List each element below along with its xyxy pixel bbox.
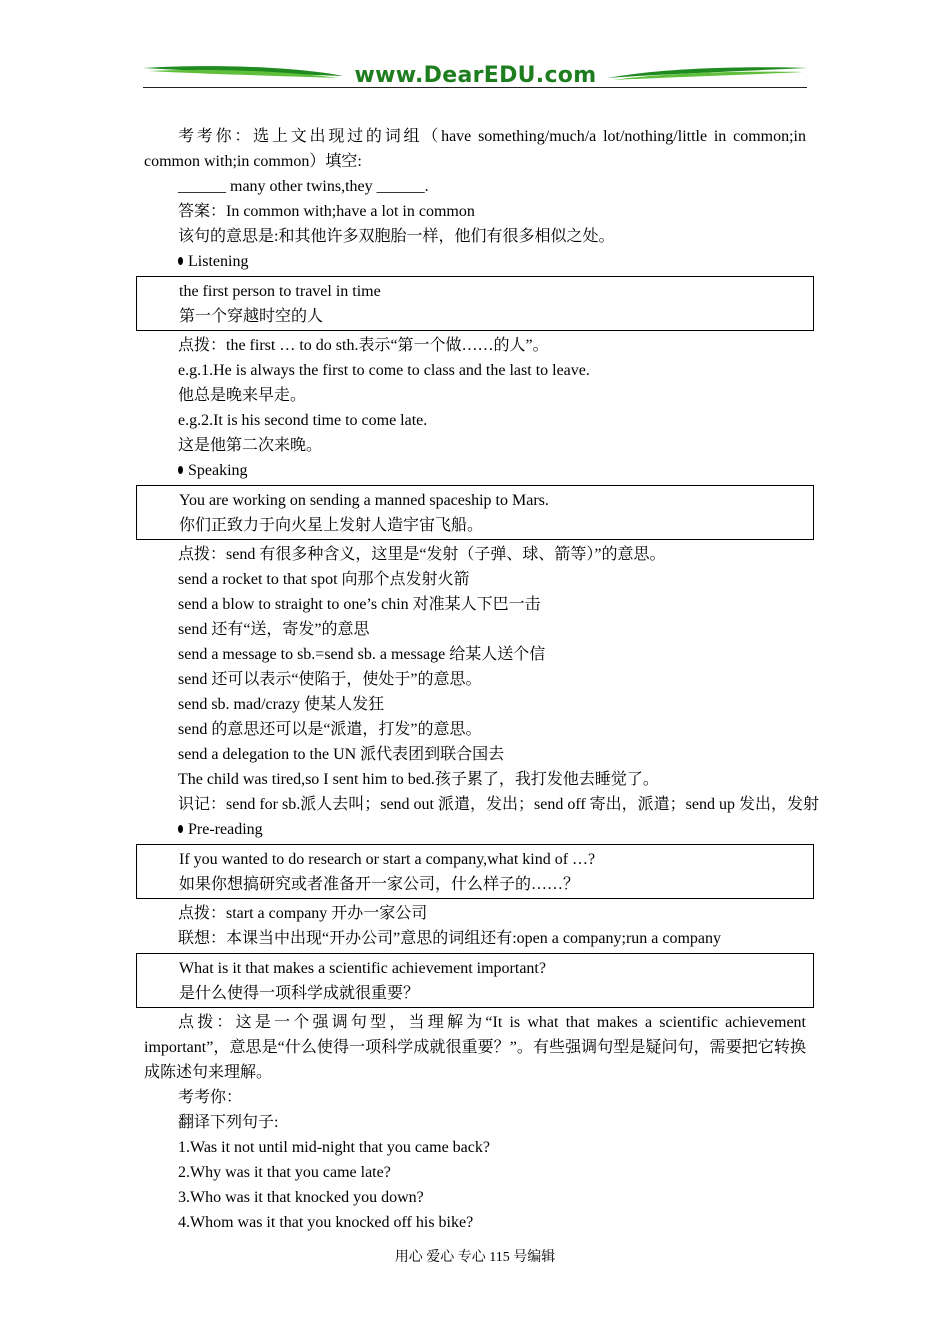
speaking-box — [136, 485, 814, 540]
box-chinese: 第一个穿越时空的人 — [179, 308, 324, 325]
exercise-item: 1.Was it not until mid-night that you came back? — [178, 1139, 490, 1156]
pre-reading-box — [136, 844, 814, 899]
section-listening: Listening — [144, 249, 806, 274]
page-header — [143, 62, 807, 92]
exercise-item: 4.Whom was it that you knocked off his bike? — [178, 1214, 474, 1231]
exercise-item: 2.Why was it that you came late? — [178, 1164, 391, 1181]
header-rule — [143, 87, 807, 88]
box-english: the first person to travel in time — [179, 283, 381, 300]
section-pre-reading: Pre-reading — [144, 817, 806, 842]
usage-line: send 还可以表示“使陷于，使处于”的意思。 — [178, 671, 482, 688]
usage-line: send a blow to straight to one’s chin 对准某人下巴一击 — [178, 596, 541, 613]
example-line: e.g.1.He is always the first to come to class and the last to leave. — [178, 362, 590, 379]
note-paragraph: 点拨：这是一个强调句型，当理解为“It is what that makes a scientific achievement important”，意思是“什么使得一项科学成就很重要？”。有些强调句型是疑问句，需要把它转换成陈述句来理解。 — [144, 1014, 806, 1081]
achievement-box — [136, 953, 814, 1008]
meaning-line: 该句的意思是:和其他许多双胞胎一样，他们有很多相似之处。 — [178, 228, 615, 245]
answer-line: 答案：In common with;have a lot in common — [178, 203, 475, 220]
box-chinese: 是什么使得一项科学成就很重要？ — [179, 985, 420, 1002]
fill-blank-sentence: ______ many other twins,they ______. — [178, 178, 429, 195]
note-line: 点拨：the first … to do sth.表示“第一个做……的人”。 — [178, 337, 549, 354]
box-english: What is it that makes a scientific achievement important? — [179, 960, 546, 977]
exercise-instruction: 翻译下列句子: — [178, 1114, 279, 1131]
note-line: 点拨：send 有很多种含义，这里是“发射（子弹、球、箭等）”的意思。 — [178, 546, 666, 563]
listening-box — [136, 276, 814, 331]
usage-line: send 还有“送，寄发”的意思 — [178, 621, 370, 638]
box-chinese: 如果你想搞研究或者准备开一家公司，什么样子的……？ — [179, 876, 580, 893]
example-line: e.g.2.It is his second time to come late. — [178, 412, 428, 429]
usage-line: send a delegation to the UN 派代表团到联合国去 — [178, 746, 505, 763]
memorize-line: 识记：send for sb.派人去叫；send out 派遣，发出；send off 寄出，派遣；send up 发出，发射 — [178, 796, 820, 813]
association-line: 联想：本课当中出现“开办公司”意思的词组还有:open a company;run a company — [178, 930, 722, 947]
exercise-item: 3.Who was it that knocked you down? — [178, 1189, 424, 1206]
example-translation: 这是他第二次来晚。 — [178, 437, 323, 454]
box-english: You are working on sending a manned spaceship to Mars. — [179, 492, 549, 509]
section-speaking: Speaking — [144, 458, 806, 483]
usage-line: send a rocket to that spot 向那个点发射火箭 — [178, 571, 470, 588]
box-chinese: 你们正致力于向火星上发射人造宇宙飞船。 — [179, 517, 484, 534]
document-body — [144, 124, 820, 1235]
example-translation: 他总是晚来早走。 — [178, 387, 307, 404]
usage-line: send 的意思还可以是“派遣，打发”的意思。 — [178, 721, 482, 738]
usage-line: send sb. mad/crazy 使某人发狂 — [178, 696, 385, 713]
site-logo-text: www.DearEDU.com — [354, 63, 597, 88]
exercise-label: 考考你： — [178, 1089, 243, 1106]
page-footer: 用心 爱心 专心 115 号编辑 — [394, 1250, 556, 1265]
box-english: If you wanted to do research or start a company,what kind of …? — [179, 851, 596, 868]
exercise-intro: 考考你：选上文出现过的词组（have something/much/a lot/nothing/little in common;in common with;in common）填空: — [144, 128, 806, 170]
usage-line: The child was tired,so I sent him to bed.孩子累了，我打发他去睡觉了。 — [178, 771, 659, 788]
usage-line: send a message to sb.=send sb. a message 给某人送个信 — [178, 646, 546, 663]
note-line: 点拨：start a company 开办一家公司 — [178, 905, 428, 922]
